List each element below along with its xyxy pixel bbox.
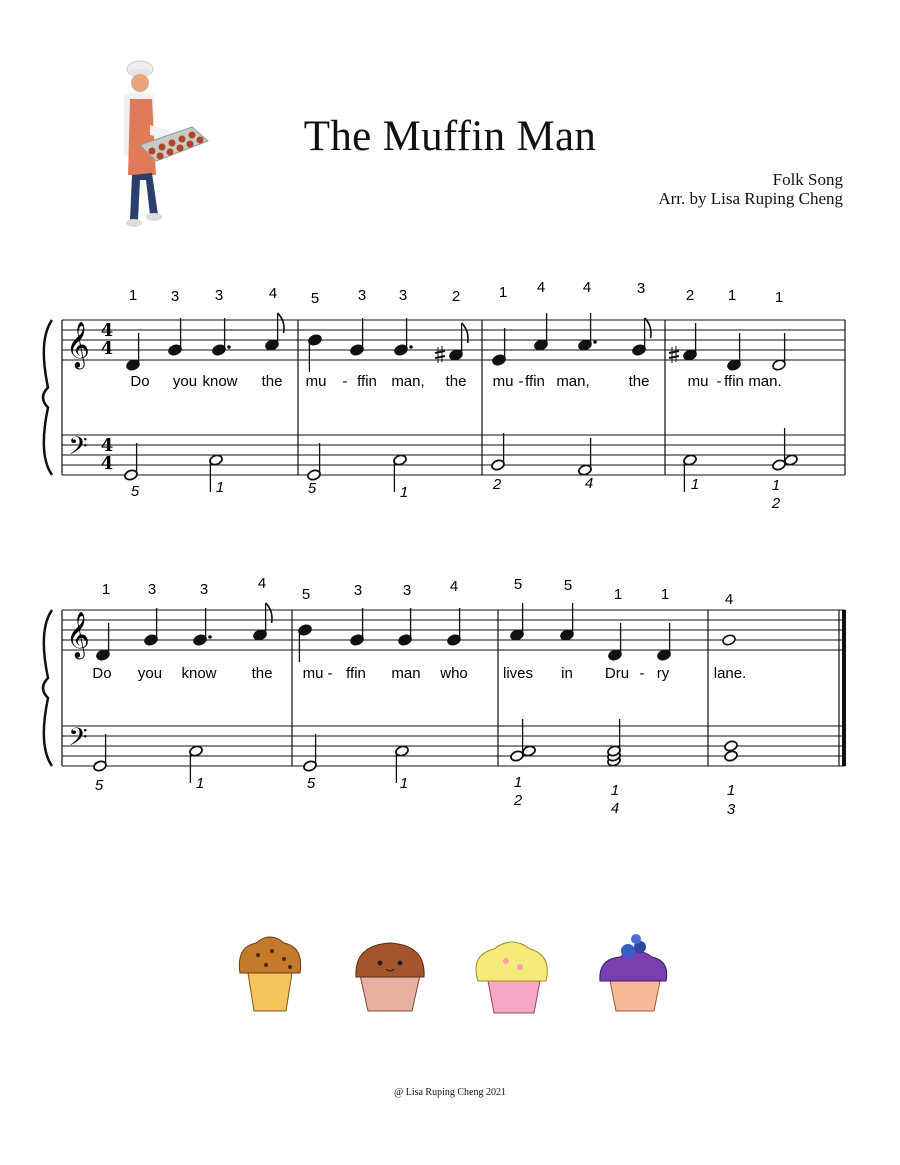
rh-finger-number: 1	[101, 581, 111, 598]
treble-note	[298, 624, 313, 662]
rh-finger-number: 4	[257, 575, 267, 592]
treble-note	[727, 333, 742, 371]
yellow-frosted-cupcake-icon	[476, 942, 547, 1013]
lh-finger-number: 1	[726, 782, 736, 799]
lh-finger-number: 1	[399, 775, 409, 792]
treble-note	[492, 328, 507, 366]
lh-finger-number: 1	[513, 774, 523, 791]
lh-finger-number: 1	[610, 782, 620, 799]
rh-finger-number: 5	[301, 586, 311, 603]
lyric-syllable: Dru	[604, 665, 630, 682]
lh-finger-number: 4	[584, 475, 594, 492]
dot	[409, 345, 413, 349]
treble-note	[350, 608, 365, 646]
treble-note	[632, 318, 647, 356]
lyric-syllable: you	[172, 373, 198, 390]
time-signature-digit: 4	[100, 453, 114, 474]
lh-finger-number: 2	[513, 792, 523, 809]
treble-note	[398, 608, 413, 646]
chocolate-chip-muffin-icon	[239, 937, 300, 1011]
lh-finger-number: 1	[215, 479, 225, 496]
rh-finger-number: 1	[498, 284, 508, 301]
lh-finger-number: 1	[399, 484, 409, 501]
rh-finger-number: 4	[268, 285, 278, 302]
rh-finger-number: 4	[724, 591, 734, 608]
lyric-syllable: who	[440, 665, 468, 682]
rh-finger-number: 3	[147, 581, 157, 598]
treble-note	[96, 623, 111, 661]
bass-note	[307, 443, 322, 481]
lyric-syllable: lives	[502, 665, 534, 682]
bass-clef-icon: 𝄢	[68, 432, 88, 467]
treble-note	[193, 608, 208, 646]
lh-finger-number: 2	[492, 476, 502, 493]
lyric-syllable: ffin	[346, 665, 366, 682]
dot	[227, 345, 231, 349]
rh-finger-number: 2	[685, 287, 695, 304]
lh-finger-number: 5	[306, 775, 316, 792]
rh-finger-number: 3	[199, 581, 209, 598]
treble-note	[212, 318, 227, 356]
lyric-syllable: the	[445, 373, 467, 390]
dot	[593, 340, 597, 344]
treble-clef-icon: 𝄞	[66, 322, 90, 368]
lyric-syllable: mu	[492, 373, 514, 390]
treble-note	[350, 318, 365, 356]
lh-finger-number: 5	[130, 483, 140, 500]
lh-finger-number: 5	[94, 777, 104, 794]
lyric-syllable: ffin	[724, 373, 744, 390]
lyric-syllable: ffin	[525, 373, 545, 390]
smiling-muffin-icon	[356, 943, 424, 1011]
treble-note	[683, 323, 698, 361]
rh-finger-number: 3	[170, 288, 180, 305]
lyric-syllable: -	[639, 665, 645, 682]
treble-note	[144, 608, 159, 646]
brace	[43, 320, 52, 475]
lyric-syllable: -	[327, 665, 333, 682]
rh-finger-number: 3	[398, 287, 408, 304]
blueberry-cupcake-icon	[600, 934, 667, 1011]
treble-note	[722, 634, 737, 647]
dot	[208, 635, 212, 639]
rh-finger-number: 4	[449, 578, 459, 595]
lyric-syllable: man,	[556, 373, 590, 390]
treble-note	[126, 333, 141, 371]
lyric-syllable: man.	[748, 373, 782, 390]
lyric-syllable: the	[628, 373, 650, 390]
copyright-footer: @ Lisa Ruping Cheng 2021	[394, 1087, 506, 1098]
bass-note	[93, 734, 108, 772]
rh-finger-number: 3	[402, 582, 412, 599]
rh-finger-number: 4	[536, 279, 546, 296]
rh-finger-number: 4	[582, 279, 592, 296]
lyric-syllable: mu	[305, 373, 327, 390]
muffin-decorations	[0, 925, 900, 1025]
time-signature-digit: 4	[100, 338, 114, 359]
lyric-syllable: ffin	[357, 373, 377, 390]
lh-finger-number: 4	[610, 800, 620, 817]
lh-finger-number: 1	[195, 775, 205, 792]
rh-finger-number: 1	[774, 289, 784, 306]
lh-finger-number: 3	[726, 801, 736, 818]
rh-finger-number: 2	[451, 288, 461, 305]
lyric-syllable: the	[261, 373, 283, 390]
arranger-line: Arr. by Lisa Ruping Cheng	[658, 189, 843, 208]
lh-finger-number: 1	[771, 477, 781, 494]
lyric-syllable: know	[202, 373, 238, 390]
treble-note	[534, 313, 549, 351]
lyric-syllable: man	[391, 665, 421, 682]
composer-line: Folk Song	[772, 170, 843, 189]
lyric-syllable: you	[137, 665, 163, 682]
lyric-syllable: man,	[391, 373, 425, 390]
rh-finger-number: 5	[513, 576, 523, 593]
bass-clef-icon: 𝄢	[68, 723, 88, 758]
treble-note	[772, 333, 787, 371]
rh-finger-number: 1	[128, 287, 138, 304]
treble-note	[578, 313, 593, 351]
lyric-syllable: mu	[302, 665, 324, 682]
rh-finger-number: 3	[214, 287, 224, 304]
rh-finger-number: 5	[563, 577, 573, 594]
treble-note	[560, 603, 575, 641]
rh-finger-number: 5	[310, 290, 320, 307]
treble-note	[394, 318, 409, 356]
song-title: The Muffin Man	[303, 113, 597, 160]
lyric-syllable: lane.	[713, 665, 747, 682]
lyric-syllable: Do	[130, 373, 150, 390]
bass-note	[124, 443, 139, 481]
final-barline-thick	[842, 610, 846, 766]
treble-note	[510, 603, 525, 641]
lyric-syllable: -	[342, 373, 348, 390]
lyric-syllable: -	[518, 373, 524, 390]
lyric-syllable: ry	[656, 665, 670, 682]
bass-note	[491, 433, 506, 471]
treble-note	[447, 608, 462, 646]
lyric-syllable: know	[181, 665, 217, 682]
treble-note	[253, 603, 268, 641]
lh-finger-number: 2	[771, 495, 781, 512]
time-signature-digit: 4	[100, 435, 114, 456]
bass-note	[303, 734, 318, 772]
bass-note	[578, 438, 593, 476]
lh-finger-number: 1	[690, 476, 700, 493]
rh-finger-number: 3	[353, 582, 363, 599]
treble-note	[657, 623, 672, 661]
rh-finger-number: 3	[636, 280, 646, 297]
rh-finger-number: 3	[357, 287, 367, 304]
treble-note	[449, 323, 464, 361]
lh-finger-number: 5	[307, 480, 317, 497]
treble-note	[308, 334, 323, 372]
eighth-flag	[645, 318, 651, 338]
lyric-syllable: in	[561, 665, 573, 682]
rh-finger-number: 1	[660, 586, 670, 603]
treble-note	[608, 623, 623, 661]
brace	[43, 610, 52, 766]
rh-finger-number: 1	[727, 287, 737, 304]
bass-note	[724, 740, 739, 763]
treble-note	[168, 318, 183, 356]
lyric-syllable: Do	[92, 665, 112, 682]
time-signature-digit: 4	[100, 320, 114, 341]
lyric-syllable: mu	[687, 373, 709, 390]
treble-note	[265, 313, 280, 351]
rh-finger-number: 1	[613, 586, 623, 603]
treble-clef-icon: 𝄞	[66, 612, 90, 658]
lyric-syllable: -	[716, 373, 722, 390]
lyric-syllable: the	[251, 665, 273, 682]
